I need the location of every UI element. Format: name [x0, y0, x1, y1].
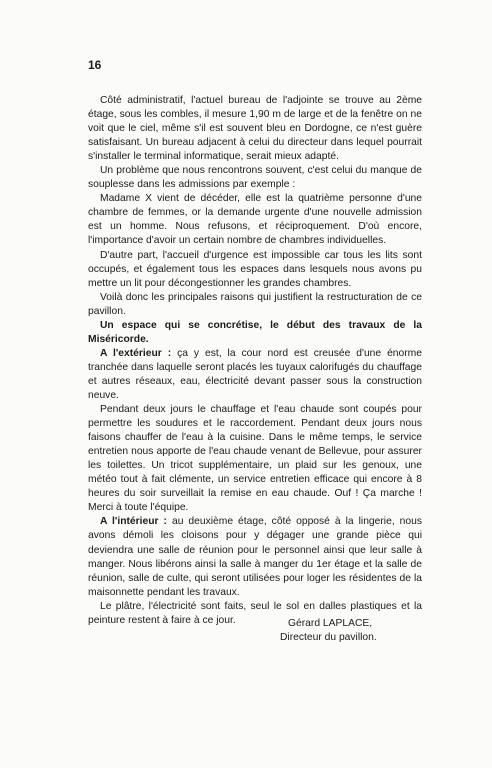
- paragraph: Madame X vient de décéder, elle est la quatrième personne d'une chambre de femmes, or la demande urgente d'une nouvelle admission est un homme. Nous refusons, et réciproquement. D'où encore, l'importance d'avoir un certain nombre de chambres individuelles.: [88, 193, 422, 247]
- paragraph-text: ça y est, la cour nord est creusée d'une énorme tranchée dans laquelle seront placés les tuyaux calorifugés du chauffage et autres réseaux, eau, électricité devant passer sous la construction neuve.: [88, 347, 422, 401]
- section-heading: Un espace qui se concrétise, le début des travaux de la Miséricorde.: [88, 319, 422, 345]
- paragraph: Pendant deux jours le chauffage et l'eau chaude sont coupés pour permettre les soudures et le raccordement. Pendant deux jours nous faisons chauffer de l'eau à la cuisine. Dans le même temps, le service entretien nous apporte de l'eau chaude venant de Bellevue, pour assurer les toilettes. Un tricot supplémentaire, un plaid sur les genoux, une météo tout à fait clémente, un service entretien efficace qui encore à 8 heures du soir surveillait la remise en eau chaude. Ouf ! Ça marche ! Merci à toute l'équipe.: [88, 404, 422, 514]
- signature-title: Directeur du pavillon.: [280, 632, 377, 644]
- paragraph: D'autre part, l'accueil d'urgence est impossible car tous les lits sont occupés, et également tous les espaces dans lesquels nous avons pu mettre un lit pour décongestionner les grandes chambres.: [88, 249, 422, 289]
- article-body: [88, 94, 422, 628]
- paragraph-lead: A l'intérieur :: [100, 516, 167, 528]
- paragraph: [88, 347, 422, 403]
- paragraph: Côté administratif, l'actuel bureau de l'adjointe se trouve au 2ème étage, sous les combles, il mesure 1,90 m de large et de la fenêtre on ne voit que le ciel, même s'il est souvent bleu en Dordogne, ce n'est guère satisfaisant. Un bureau adjacent à celui du directeur dans lequel pourrait s'installer le terminal informatique, serait mieux adapté.: [88, 95, 422, 163]
- paragraph: [88, 515, 422, 599]
- paragraph: Un problème que nous rencontrons souvent, c'est celui du manque de souplesse dans les admissions par exemple :: [88, 165, 422, 191]
- page-number: 16: [88, 58, 102, 72]
- paragraph: Le plâtre, l'électricité sont faits, seul le sol en dalles plastiques et la peinture restent à faire à ce jour.: [88, 600, 422, 626]
- signature-block: [280, 617, 377, 645]
- paragraph-lead: A l'extérieur :: [100, 347, 172, 359]
- paragraph: Voilà donc les principales raisons qui justifient la restructuration de ce pavillon.: [88, 291, 422, 317]
- paragraph-text: au deuxième étage, côté opposé à la lingerie, nous avons démoli les cloisons pour y dégager une grande pièce qui deviendra une salle de réunion pour le personnel ainsi que leur salle à manger. Nous libérons ainsi la salle à manger du 1er étage et la salle de réunion, salle de culte, qui seront utilisées pour loger les résidentes de la maisonnette pendant les travaux.: [88, 516, 422, 598]
- signature-name: Gérard LAPLACE,: [288, 618, 373, 629]
